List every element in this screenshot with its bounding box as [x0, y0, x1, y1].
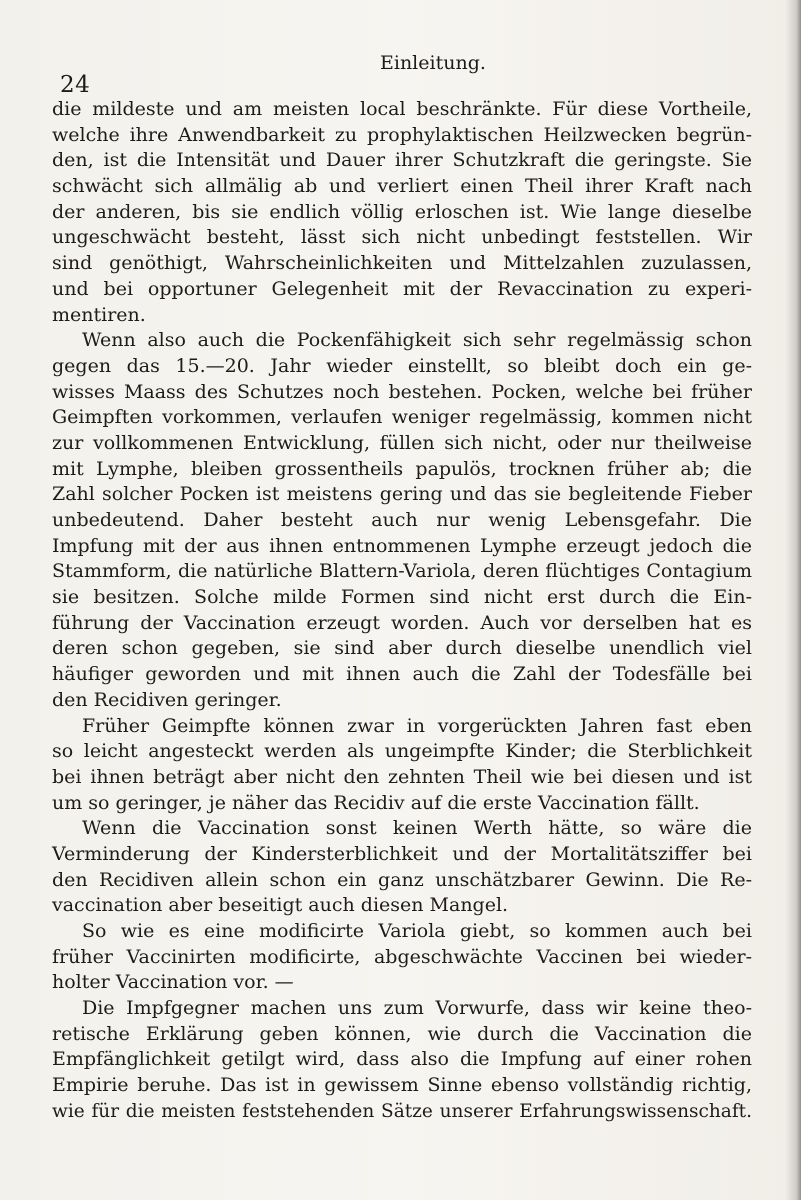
text-line: die mildeste und am meisten local beschränkte. Für diese Vortheile, [52, 98, 752, 120]
text-line: Empfänglichkeit getilgt wird, dass also die Impfung auf einer rohen [52, 1048, 752, 1071]
text-line: Die Impfgegner machen uns zum Vorwurfe, dass wir keine theo- [82, 997, 752, 1020]
text-line: unbedeutend. Daher besteht auch nur wenig Lebensgefahr. Die [52, 509, 752, 531]
text-line: deren schon gegeben, sie sind aber durch dieselbe unendlich viel [52, 637, 752, 660]
text-line: schwächt sich allmälig ab und verliert einen Theil ihrer Kraft nach [52, 175, 752, 198]
text-line: Empirie beruhe. Das ist in gewissem Sinne ebenso vollständig richtig, [52, 1074, 752, 1097]
running-head: Einleitung. [380, 52, 486, 74]
text-line: der anderen, bis sie endlich völlig erloschen ist. Wie lange dieselbe [52, 200, 752, 223]
text-line: Wenn die Vaccination sonst keinen Werth hätte, so wäre die [82, 817, 752, 840]
text-line: zur vollkommenen Entwicklung, füllen sich nicht, oder nur theilweise [52, 431, 752, 454]
text-line: wisses Maass des Schutzes noch bestehen. Pocken, welche bei früher [52, 380, 752, 403]
body-text [52, 97, 752, 1125]
text-line: mentiren. [52, 303, 146, 326]
text-line: retische Erklärung geben können, wie durch die Vaccination die [52, 1022, 752, 1045]
text-line: so leicht angesteckt werden als ungeimpfte Kinder; die Sterblichkeit [52, 740, 752, 763]
text-line: holter Vaccination vor. — [52, 971, 294, 994]
text-line: gegen das 15.—20. Jahr wieder einstellt, so bleibt doch ein ge- [52, 354, 752, 377]
text-line: häufiger geworden und mit ihnen auch die Zahl der Todesfälle bei [52, 663, 752, 686]
text-line: früher Vaccinirten modificirte, abgeschwächte Vaccinen bei wieder- [52, 945, 752, 968]
text-line: vaccination aber beseitigt auch diesen Mangel. [52, 894, 509, 917]
text-line: und bei opportuner Gelegenheit mit der Revaccination zu experi- [52, 277, 752, 300]
page-header [60, 52, 750, 98]
text-line: sind genöthigt, Wahrscheinlichkeiten und Mittelzahlen zuzulassen, [52, 252, 752, 275]
page-edge-shadow [785, 0, 801, 1200]
text-line: wie für die meisten feststehenden Sätze unserer Erfahrungswissenschaft. [52, 1100, 752, 1122]
text-line: führung der Vaccination erzeugt worden. Auch vor derselben hat es [52, 611, 752, 634]
text-line: welche ihre Anwendbarkeit zu prophylaktischen Heilzwecken begrün- [52, 123, 752, 146]
text-line: Früher Geimpfte können zwar in vorgerückten Jahren fast eben [82, 714, 752, 737]
text-line: den Recidiven geringer. [52, 688, 282, 711]
text-line: Geimpften vorkommen, verlaufen weniger regelmässig, kommen nicht [52, 406, 752, 429]
text-line: den Recidiven allein schon ein ganz unschätzbarer Gewinn. Die Re- [52, 868, 752, 891]
page-number: 24 [60, 72, 91, 98]
text-line: den, ist die Intensität und Dauer ihrer Schutzkraft die geringste. Sie [52, 149, 752, 172]
text-line: Verminderung der Kindersterblichkeit und der Mortalitätsziffer bei [52, 842, 752, 865]
text-line: mit Lymphe, bleiben grossentheils papulös, trocknen früher ab; die [52, 457, 752, 480]
text-line: ungeschwächt besteht, lässt sich nicht unbedingt feststellen. Wir [52, 226, 752, 249]
text-line: sie besitzen. Solche milde Formen sind nicht erst durch die Ein- [52, 586, 752, 609]
text-line: Impfung mit der aus ihnen entnommenen Lymphe erzeugt jedoch die [52, 534, 752, 557]
text-line: Zahl solcher Pocken ist meistens gering und das sie begleitende Fieber [52, 483, 752, 506]
text-line: bei ihnen beträgt aber nicht den zehnten Theil wie bei diesen und ist [52, 765, 752, 788]
text-line: So wie es eine modificirte Variola giebt, so kommen auch bei [82, 920, 752, 942]
text-line: Stammform, die natürliche Blattern-Variola, deren flüchtiges Contagium [52, 560, 752, 583]
text-line: Wenn also auch die Pockenfähigkeit sich sehr regelmässig schon [82, 329, 752, 352]
text-line: um so geringer, je näher das Recidiv auf die erste Vaccination fällt. [52, 791, 700, 814]
